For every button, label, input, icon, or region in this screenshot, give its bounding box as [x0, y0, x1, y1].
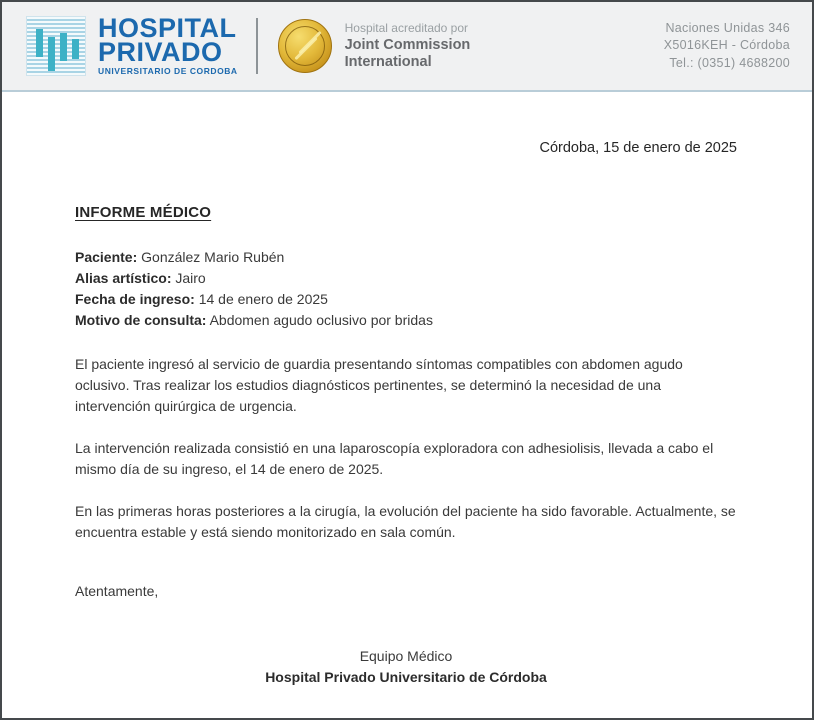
accreditation-org-line2: International [344, 54, 432, 70]
hospital-logo-icon [26, 16, 86, 76]
field-label: Paciente: [75, 249, 138, 265]
paragraph-admission: El paciente ingresó al servicio de guardia presentando síntomas compatibles con abdomen agudo oclusivo. Tras realizar los estudios diagnósticos pertinentes, se determinó la necesidad de una intervención quirúrgica de urgencia. [75, 356, 683, 414]
paragraph-intervention: La intervención realizada consistió en una laparoscopía exploradora con adhesiolisis, llevada a cabo el mismo día de su ingreso, el 14 de enero de 2025. [75, 440, 714, 477]
field-motivo-consulta [75, 310, 737, 331]
signature-team: Equipo Médico [359, 648, 453, 664]
field-value: Jairo [175, 270, 206, 286]
field-value: Abdomen agudo oclusivo por bridas [209, 312, 433, 328]
closing-salutation: Atentamente, [75, 583, 159, 599]
logo-title-line2: PRIVADO [98, 37, 223, 67]
field-label: Motivo de consulta: [75, 312, 207, 328]
accreditation-block [278, 19, 471, 73]
logo-subtitle: UNIVERSITARIO DE CORDOBA [98, 66, 238, 76]
signature-hospital: Hospital Privado Universitario de Córdoba [265, 669, 547, 685]
contact-address: Naciones Unidas 346 [665, 20, 790, 35]
field-label: Alias artístico: [75, 270, 172, 286]
hospital-logo [26, 13, 238, 76]
contact-postal-city: X5016KEH - Córdoba [663, 38, 790, 53]
field-alias [75, 268, 737, 289]
accreditation-text [345, 21, 471, 71]
header-divider [256, 18, 258, 74]
patient-fields [75, 247, 737, 331]
letterhead [2, 2, 812, 92]
jci-medal-icon [278, 19, 332, 73]
hospital-logo-text [98, 13, 238, 76]
field-fecha-ingreso [75, 289, 737, 310]
hospital-contact-info [664, 20, 790, 73]
field-paciente [75, 247, 737, 268]
logo-title-line1: HOSPITAL [98, 13, 237, 43]
field-value: 14 de enero de 2025 [198, 291, 328, 307]
field-value: González Mario Rubén [141, 249, 285, 265]
letter-body [2, 138, 812, 688]
contact-phone: Tel.: (0351) 4688200 [669, 55, 790, 70]
report-title: INFORME MÉDICO [75, 204, 212, 221]
date-line: Córdoba, 15 de enero de 2025 [539, 140, 737, 156]
field-label: Fecha de ingreso: [75, 291, 195, 307]
accreditation-intro: Hospital acreditado por [344, 21, 469, 35]
accreditation-org-line1: Joint Commission [344, 37, 471, 53]
signature-block [75, 646, 737, 688]
paragraph-evolution: En las primeras horas posteriores a la cirugía, la evolución del paciente ha sido favorable. Actualmente, se encuentra estable y está siendo monitorizado en sala común. [75, 503, 736, 540]
